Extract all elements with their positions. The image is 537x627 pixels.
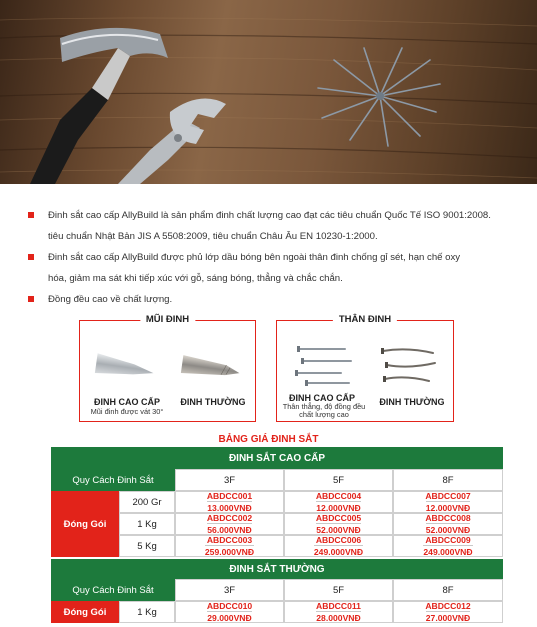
price-cell: ABDCC003 259.000VNĐ [175,535,284,557]
price-cell: ABDCC007 12.000VNĐ [393,491,503,513]
feature-item: Đinh sắt cao cấp AllyBuild là sản phẩm đinh chất lượng cao đạt các tiêu chuẩn Quốc Tế ISO 9001:2008. [28,205,518,226]
feature-item: Đinh sắt cao cấp AllyBuild được phủ lớp dầu bóng bên ngoài thân đinh chống gỉ sét, hạn chế oxy [28,247,518,268]
price-cell: ABDCC011 28.000VNĐ [284,601,393,623]
premium-nail-label: ĐINH CAO CẤP [93,397,160,407]
premium-nail-note: Thân thẳng, độ đồng đều chất lượng cao [282,402,366,419]
premium-section-header: ĐINH SẮT CAO CẤP [51,447,503,469]
feature-item-continuation: tiêu chuẩn Nhật Bản JIS A 5508:2009, tiêu chuẩn Châu Âu EN 10230-1:2000. [48,231,378,242]
size-header: 3F [175,579,284,601]
feature-item: Đồng đều cao về chất lượng. [28,289,518,310]
feature-list [28,205,518,310]
premium-nail-label: ĐINH CAO CẤP [288,393,355,403]
size-header: 8F [393,579,503,601]
price-cell: ABDCC010 29.000VNĐ [175,601,284,623]
nail-tip-comparison [79,314,256,422]
price-cell: ABDCC005 52.000VNĐ [284,513,393,535]
hero-image [0,0,537,184]
size-header: 5F [284,579,393,601]
weight-cell: 1 Kg [119,513,175,535]
premium-nail-body-icon [293,339,355,389]
regular-nail-tip-icon [180,343,242,389]
pack-label: Đóng Gói [51,601,119,623]
price-cell: ABDCC006 249.000VNĐ [284,535,393,557]
price-cell: ABDCC008 52.000VNĐ [393,513,503,535]
price-table-title: BẢNG GIÁ ĐINH SẮT [218,434,319,445]
price-cell: ABDCC004 12.000VNĐ [284,491,393,513]
price-cell: ABDCC001 13.000VNĐ [175,491,284,513]
spec-label: Quy Cách Đinh Sắt [51,579,175,601]
price-cell: ABDCC012 27.000VNĐ [393,601,503,623]
spec-label: Quy Cách Đinh Sắt [51,469,175,491]
weight-cell: 5 Kg [119,535,175,557]
price-cell: ABDCC002 56.000VNĐ [175,513,284,535]
nail-body-comparison [276,314,454,422]
premium-nail-note: Mũi đinh được vát 30° [90,407,164,416]
tools-photo [0,0,537,184]
weight-cell: 1 Kg [119,601,175,623]
price-cell: ABDCC009 249.000VNĐ [393,535,503,557]
size-header: 3F [175,469,284,491]
nail-body-title: THÂN ĐINH [333,314,397,325]
nail-tip-title: MŨI ĐINH [140,314,195,325]
regular-section-header: ĐINH SẮT THƯỜNG [51,559,503,579]
regular-nail-label: ĐINH THƯỜNG [379,397,445,407]
feature-item-continuation: hóa, giảm ma sát khi tiếp xúc với gỗ, sáng bóng, thẳng và chắc chắn. [48,273,343,284]
regular-nail-label: ĐINH THƯỜNG [180,397,246,407]
wrench-icon [118,99,226,184]
size-header: 8F [393,469,503,491]
premium-nail-tip-icon [94,343,156,389]
regular-nail-body-icon [379,339,441,389]
size-header: 5F [284,469,393,491]
weight-cell: 200 Gr [119,491,175,513]
pack-label: Đóng Gói [51,491,119,557]
